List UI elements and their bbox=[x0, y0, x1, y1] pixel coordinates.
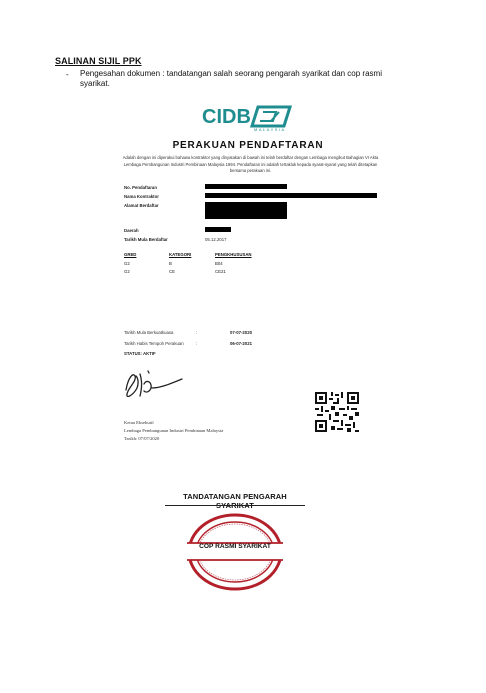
table-header-category: KATEGORI bbox=[169, 252, 192, 257]
signatory-org: Lembaga Pembangunan Industri Pembinaan Malaysia bbox=[124, 428, 224, 433]
qr-code-icon bbox=[315, 392, 359, 432]
redacted-address bbox=[205, 202, 287, 219]
table-header-grade: GRED bbox=[124, 252, 137, 257]
instruction-note: Pengesahan dokumen : tandatangan salah seorang pengarah syarikat dan cop rasmi syarikat. bbox=[80, 69, 382, 88]
value-start-date: 05.12.2017 bbox=[205, 237, 227, 242]
label-reg-no: No. Pendaftaran bbox=[124, 185, 157, 190]
value-effective-date: 07-07-2020 bbox=[230, 330, 252, 335]
bullet-dash: - bbox=[66, 70, 69, 79]
label-address: Alamat Berdaftar bbox=[124, 203, 159, 208]
page-heading: SALINAN SIJIL PPK bbox=[55, 56, 142, 66]
logo-text: CIDB bbox=[202, 106, 251, 128]
table-cell: CE bbox=[169, 269, 175, 274]
colon: : bbox=[196, 330, 198, 335]
table-cell: B bbox=[169, 261, 172, 266]
status-active: STATUS: AKTIF bbox=[124, 351, 156, 356]
logo-subtext: MALAYSIA bbox=[254, 127, 286, 132]
ceo-signature bbox=[118, 364, 190, 404]
label-effective-date: Tarikh Mula Berkuatkuasa bbox=[124, 330, 174, 335]
signatory-date: Tarikh: 07/07/2020 bbox=[124, 436, 160, 441]
signatory-role: Ketua Eksekutif bbox=[124, 420, 154, 425]
logo-emblem-icon bbox=[252, 107, 290, 126]
signature-underline bbox=[165, 505, 305, 506]
table-header-specialisation: PENGKHUSUSAN bbox=[215, 252, 252, 257]
redacted-contractor bbox=[205, 193, 377, 198]
value-expiry-date: 06-07-2021 bbox=[230, 341, 252, 346]
label-expiry-date: Tarikh Habis Tempoh Perakuan bbox=[124, 341, 184, 346]
cidb-logo bbox=[200, 104, 294, 132]
company-stamp-label: COP RASMI SYARIKAT bbox=[199, 543, 271, 550]
label-contractor: Nama Kontraktor bbox=[124, 194, 159, 199]
redacted-district bbox=[205, 227, 231, 232]
table-cell: G2 bbox=[124, 261, 130, 266]
colon: : bbox=[196, 341, 198, 346]
label-start-date: Tarikh Mula Berdaftar bbox=[124, 237, 168, 242]
director-signature-title: TANDATANGAN PENGARAH SYARIKAT bbox=[183, 492, 287, 510]
certificate-intro: Adalah dengan ini diperakui bahawa kontraktor yang dinyatakan di bawah ini telah berdaftar dengan Lembaga mengikut Bahagian VI Akta Lembaga Pembangunan Industri Pembinaan Malaysia 1994. Pendaftaran ini adalah tertakluk kepada syarat-syarat yang telah ditetapkan bersama perakuan ini. bbox=[122, 155, 379, 173]
label-district: Daerah bbox=[124, 228, 139, 233]
table-cell: CE21 bbox=[215, 269, 226, 274]
redacted-reg-no bbox=[205, 184, 287, 189]
certificate-title: PERAKUAN PENDAFTARAN bbox=[172, 140, 324, 151]
company-stamp-icon bbox=[187, 513, 283, 591]
table-cell: B04 bbox=[215, 261, 223, 266]
table-cell: G2 bbox=[124, 269, 130, 274]
